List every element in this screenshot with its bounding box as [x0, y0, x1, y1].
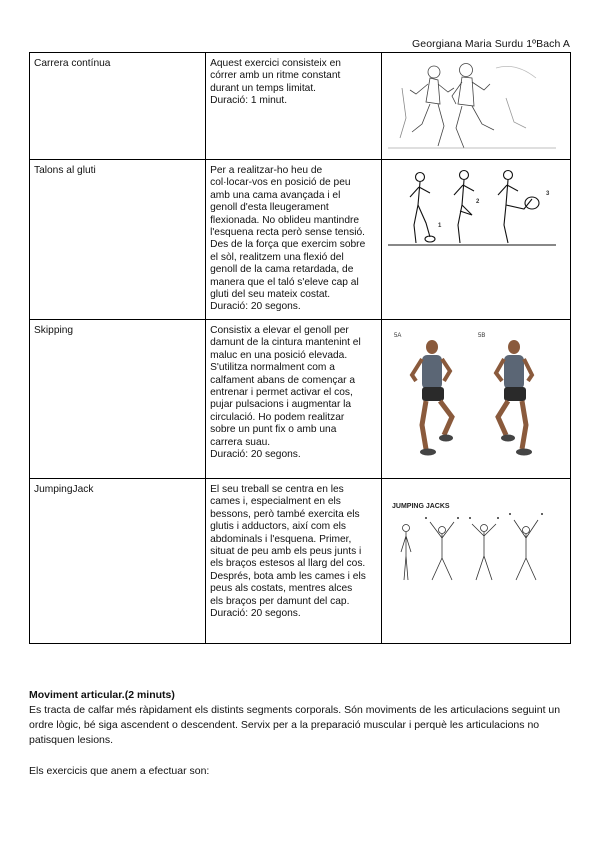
exercise-description — [206, 160, 382, 320]
section-body: Es tracta de calfar més ràpidament els distints segments corporals. Són moviments de les articulacions seguint un ordre lògic, bé siga ascendent o descendent. Servix per a la preparació muscular i perquè les articulacions no patisquen lesions. — [29, 704, 561, 746]
exercise-description — [206, 478, 382, 643]
figure-label: JUMPING JACKS — [392, 502, 450, 510]
heel-kick-sequence-icon — [386, 165, 558, 259]
exercise-image-cell — [382, 478, 571, 643]
figure-label: 3 — [546, 191, 550, 197]
exercise-description — [206, 319, 382, 478]
jumping-jacks-illustration-icon — [386, 484, 558, 604]
table-row — [30, 160, 571, 320]
exercise-description — [206, 53, 382, 160]
exercise-image-cell — [382, 319, 571, 478]
table-row — [30, 319, 571, 478]
figure-label: 2 — [476, 199, 480, 205]
joint-movement-section — [29, 688, 574, 779]
exercise-name: Skipping — [30, 319, 206, 478]
exercise-description-text: Consistix a elevar el genoll per damunt de la cintura mantenint el maluc en una posició elevada. S'utilitza normalment com a calfament abans de començar a entrenar i permet activar el cos, pujar pulsacions i augmentar la circulació. Ho podem realitzar sobre un punt fix o amb una carrera suau. Duració: 20 segons. — [210, 324, 361, 460]
figure-label: 1 — [438, 223, 442, 229]
section-list-intro: Els exercicis que anem a efectuar son: — [29, 765, 210, 777]
table-row — [30, 478, 571, 643]
exercise-description-text: Per a realitzar-ho heu de col·locar-vos en posició de peu amb una cama avançada i el genoll d'esta lleugerament flexionada. No oblideu mantindre l'esquena recta però sense tensió. Des de la força que exercim sobre el sòl, realitzem una flexió del genoll de la cama retardada, de manera que el taló s'eleve cap al gluti del seu mateix costat. Duració: 20 segons. — [210, 165, 366, 313]
exercise-description-text: El seu treball se centra en les cames i, especialment en els bessons, però també exercita els glutis i adductors, així com els abdominals i l'esquena. Primer, situat de peu amb els peus junts i els braços estesos al llarg del cos. Després, bota amb les cames i els peus als costats, mentres alces els braços per damunt del cap. Duració: 20 segons. — [210, 483, 366, 619]
exercise-name: Carrera contínua — [30, 53, 206, 160]
exercise-image-cell — [382, 160, 571, 320]
figure-label: 5B — [478, 332, 486, 339]
exercise-name: JumpingJack — [30, 478, 206, 643]
exercise-table — [29, 52, 571, 644]
exercise-image-cell — [382, 53, 571, 160]
figure-label: 5A — [394, 332, 402, 339]
skipping-photo-icon — [386, 325, 558, 473]
document-header: Georgiana Maria Surdu 1ºBach A — [411, 38, 570, 50]
exercise-name: Talons al gluti — [30, 160, 206, 320]
exercise-description-text: Aquest exercici consisteix en córrer amb un ritme constant durant un temps limitat. Duració: 1 minut. — [210, 58, 341, 107]
table-row — [30, 53, 571, 160]
section-title: Moviment articular.(2 minuts) — [29, 689, 175, 701]
runners-illustration-icon — [386, 58, 558, 154]
